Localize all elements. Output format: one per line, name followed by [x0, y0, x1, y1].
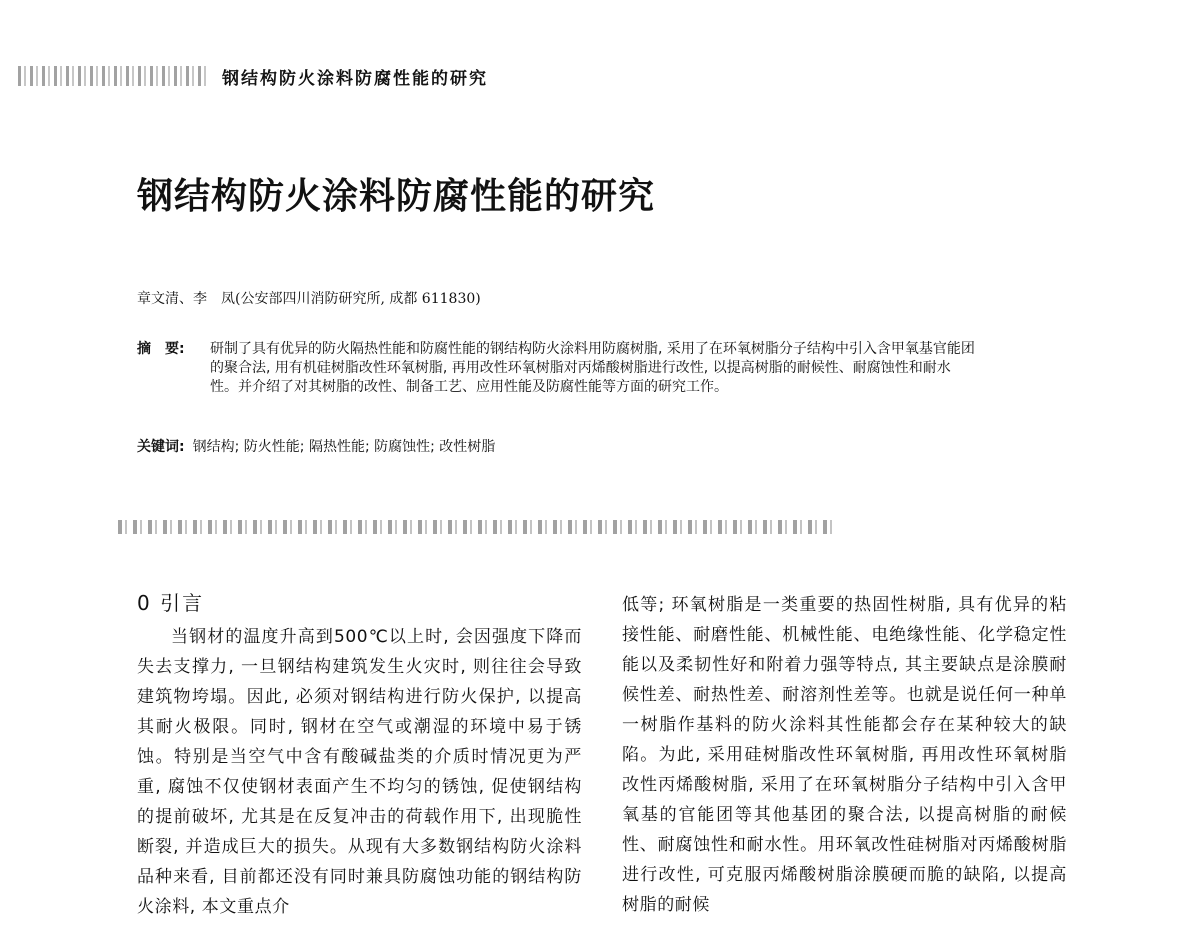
keywords-text: 钢结构; 防火性能; 隔热性能; 防腐蚀性; 改性树脂: [192, 439, 496, 455]
body-paragraph-right: 低等; 环氧树脂是一类重要的热固性树脂, 具有优异的粘接性能、耐磨性能、机械性能、电绝缘性能、化学稳定性能以及柔韧性好和附着力强等特点, 其主要缺点是涂膜耐候性差、耐热性差、耐溶剂性差等。也就是说任何一种单一树脂作基料的防火涂料其性能都会存在某种较大的缺陷。为此, 采用硅树脂改性环氧树脂, 再用改性环氧树脂改性丙烯酸树脂, 采用了在环氧树脂分子结构中引入含甲氧基的官能团等其他基团的聚合法, 以提高树脂的耐候性、耐腐蚀性和耐水性。用环氧改性硅树脂对丙烯酸树脂进行改性, 可克服丙烯酸树脂涂膜硬而脆的缺陷, 以提高树脂的耐候: [622, 595, 1067, 915]
keywords: [137, 436, 495, 456]
abstract-label: 摘 要:: [137, 341, 185, 357]
section-heading: 0 引言: [137, 591, 205, 615]
abstract: [137, 340, 977, 397]
keywords-label: 关键词:: [137, 439, 185, 455]
running-head: 钢结构防火涂料防腐性能的研究: [222, 69, 488, 89]
body-column-left: [137, 622, 582, 922]
body-column-right: [622, 590, 1067, 920]
scan-artifact-line: [118, 520, 838, 534]
authors-line: 章文清、李 凤(公安部四川消防研究所, 成都 611830): [137, 291, 481, 307]
body-paragraph-left: 当钢材的温度升高到500℃以上时, 会因强度下降而失去支撑力, 一旦钢结构建筑发生火灾时, 则往往会导致建筑物垮塌。因此, 必须对钢结构进行防火保护, 以提高其耐火极限。同时, 钢材在空气或潮湿的环境中易于锈蚀。特别是当空气中含有酸碱盐类的介质时情况更为严重, 腐蚀不仅使钢材表面产生不均匀的锈蚀, 促使钢结构的提前破坏, 尤其是在反复冲击的荷载作用下, 出现脆性断裂, 并造成巨大的损失。从现有大多数钢结构防火涂料品种来看, 目前都还没有同时兼具防腐蚀功能的钢结构防火涂料, 本文重点介: [137, 627, 582, 917]
paper-title: 钢结构防火涂料防腐性能的研究: [137, 176, 656, 217]
abstract-text: 研制了具有优异的防火隔热性能和防腐性能的钢结构防火涂料用防腐树脂, 采用了在环氧树脂分子结构中引入含甲氧基官能团的聚合法, 用有机硅树脂改性环氧树脂, 再用改性环氧树脂对丙烯酸树脂进行改性, 以提高树脂的耐候性、耐腐蚀性和耐水性。并介绍了对其树脂的改性、制备工艺、应用性能及防腐性能等方面的研究工作。: [210, 341, 975, 395]
journal-header-mark: [18, 66, 208, 86]
